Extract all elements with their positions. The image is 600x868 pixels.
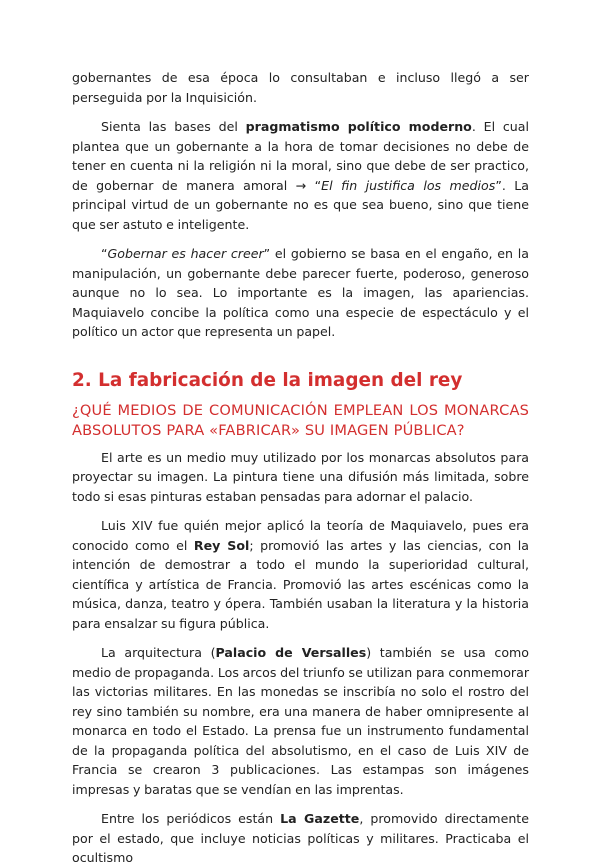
- paragraph-arquitectura: [72, 643, 529, 799]
- paragraph-text: Sienta las bases del: [101, 119, 246, 134]
- paragraph-text: La arquitectura (: [101, 645, 216, 660]
- bold-term: La Gazette: [280, 811, 360, 826]
- paragraph-gobernar: [72, 244, 529, 342]
- paragraph-text: ”. La principal virtud de un gobernante no es que sea bueno, sino que tiene que ser astuto e inteligente.: [72, 177, 530, 232]
- paragraph-text: gobernantes de esa época lo consultaban e incluso llegó a ser perseguida por la Inquisición.: [72, 70, 529, 105]
- paragraph-text: , promovido directamente por el estado, que incluye noticias políticas y militares. Practicaba el ocultismo: [72, 811, 529, 865]
- italic-quote: Gobernar es hacer creer: [107, 246, 264, 261]
- paragraph-text: ” el gobierno se basa en el engaño, en la manipulación, un gobernante debe parecer fuerte, poderoso, generoso aunque no lo sea. Lo importante es la imagen, las apariencias. Maquiavelo concibe la política como una especie de espectáculo y el político un actor que representa un papel.: [72, 246, 529, 339]
- paragraph-arte: [72, 448, 529, 507]
- paragraph-text: El arte es un medio muy utilizado por los monarcas absolutos para proyectar su imagen. La pintura tiene una difusión más limitada, sobre todo si esas pinturas estaban pensadas para adornar el palacio.: [72, 449, 529, 504]
- paragraph-luis-xiv: [72, 516, 529, 633]
- paragraph-inquisicion: [72, 68, 529, 107]
- paragraph-text: ; promovió las artes y las ciencias, con la intención de demostrar a todo el mundo la superioridad cultural, científica y artística de Francia. Promovió las artes escénicas como la música, danza, teatro y ópera. También usaban la literatura y la historia para ensalzar su figura pública.: [72, 537, 529, 631]
- paragraph-pragmatismo: [72, 117, 529, 234]
- bold-term: Palacio de Versalles: [215, 645, 367, 660]
- paragraph-text: Luis XIV fue quién mejor aplicó la teoría de Maquiavelo, pues era conocido como el: [72, 518, 529, 553]
- section-question: ¿QUÉ MEDIOS DE COMUNICACIÓN EMPLEAN LOS MONARCAS ABSOLUTOS PARA «FABRICAR» SU IMAGEN PÚBLICA?: [72, 401, 529, 439]
- section-title: 2. La fabricación de la imagen del rey: [72, 369, 463, 391]
- paragraph-periodicos: [72, 809, 529, 868]
- bold-term: pragmatismo político moderno: [245, 119, 472, 134]
- italic-quote: El fin justifica los medios: [321, 177, 496, 193]
- bold-term: Rey Sol: [193, 537, 250, 553]
- paragraph-text: . El cual plantea que un gobernante a la hora de tomar decisiones no debe de tener en cuenta ni la religión ni la moral, sino que debe de ser practico, de gobernar de manera amoral → “: [72, 119, 529, 193]
- paragraph-text: Entre los periódicos están: [101, 811, 281, 826]
- paragraph-text: ) también se usa como medio de propaganda. Los arcos del triunfo se utilizan para conmemorar las victorias militares. En las monedas se inscribía no solo el rostro del rey sino también su nombre, era una manera de haber omnipresente al monarca en todo el Estado. La prensa fue un instrumento fundamental de la propaganda política del absolutismo, en el caso de Luis XIV de Francia se crearon 3 publicaciones. Las estampas son imágenes impresas y baratas que se vendían en las imprentas.: [72, 645, 529, 797]
- paragraph-text: “: [101, 246, 108, 261]
